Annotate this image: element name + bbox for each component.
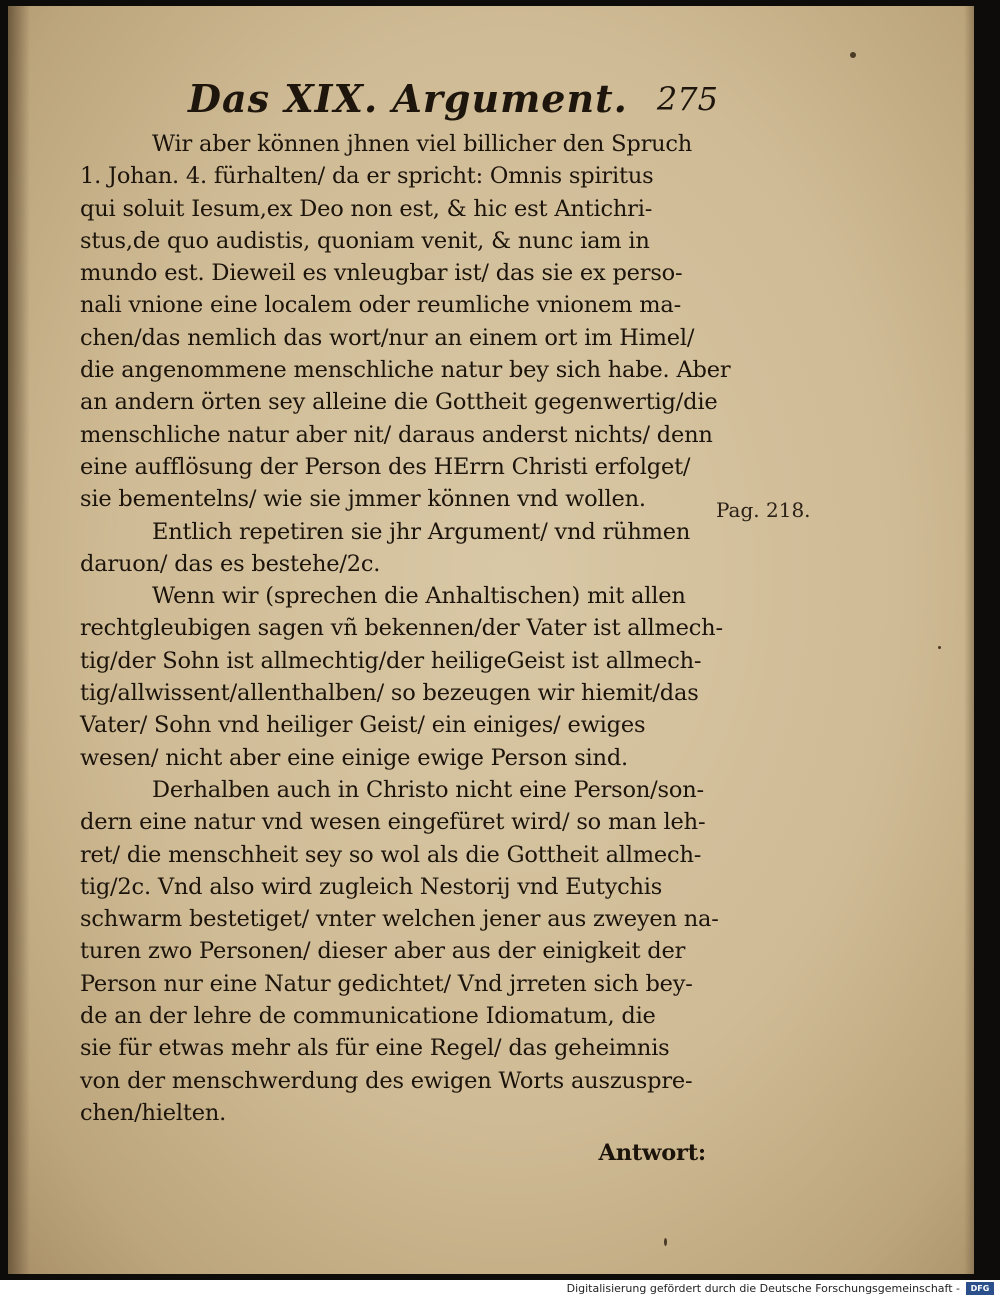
- text-line: Entlich repetiren sie jhr Argument/ vnd rühmen: [152, 518, 691, 545]
- digitization-footer: [0, 1280, 1000, 1298]
- text-line: sie bementelns/ wie sie jmmer können vnd wollen.: [80, 486, 646, 513]
- text-line: von der menschwerdung des ewigen Worts auszuspre-: [80, 1067, 693, 1094]
- text-line: schwarm bestetiget/ vnter welchen jener aus zweyen na-: [80, 906, 719, 933]
- text-line: Derhalben auch in Christo nicht eine Person/son-: [152, 776, 704, 803]
- text-line: turen zwo Personen/ dieser aber aus der einigkeit der: [80, 938, 686, 965]
- ink-speck: [938, 646, 941, 649]
- page-edge: [964, 6, 974, 1274]
- text-line: tig/allwissent/allenthalben/ so bezeugen wir hiemit/das: [80, 680, 699, 707]
- text-line: rechtgleubigen sagen vñ bekennen/der Vater ist allmech-: [80, 615, 723, 642]
- text-line: eine aufflösung der Person des HErrn Christi erfolget/: [80, 453, 691, 480]
- text-line: 1. Johan. 4. fürhalten/ da er spricht: Omnis spiritus: [80, 163, 654, 190]
- text-line: dern eine natur vnd wesen eingefüret wird/ so man leh-: [80, 809, 706, 836]
- text-line: chen/hielten.: [80, 1099, 227, 1126]
- text-line: tig/der Sohn ist allmechtig/der heiligeGeist ist allmech-: [80, 647, 702, 674]
- text-line: sie für etwas mehr als für eine Regel/ das geheimnis: [80, 1035, 670, 1062]
- text-line: mundo est. Dieweil es vnleugbar ist/ das sie ex perso-: [80, 260, 683, 287]
- ink-speck: [850, 52, 856, 58]
- text-line: menschliche natur aber nit/ daraus anderst nichts/ denn: [80, 421, 713, 448]
- text-line: die angenommene menschliche natur bey sich habe. Aber: [80, 357, 731, 384]
- body-text: [80, 128, 731, 1170]
- text-line: daruon/ das es bestehe/2c.: [80, 550, 381, 577]
- text-line: qui soluit Iesum,ex Deo non est, & hic est Antichri-: [80, 195, 653, 222]
- running-title: Das XIX. Argument.: [188, 76, 628, 121]
- text-line: tig/2c. Vnd also wird zugleich Nestorij vnd Eutychis: [80, 873, 663, 900]
- funding-credit: Digitalisierung gefördert durch die Deutsche Forschungsgemeinschaft -: [566, 1282, 960, 1295]
- text-line: nali vnione eine localem oder reumliche vnionem ma-: [80, 292, 681, 319]
- text-line: de an der lehre de communicatione Idiomatum, die: [80, 1003, 656, 1030]
- ink-speck: [664, 1238, 667, 1246]
- text-line: an andern örten sey alleine die Gottheit gegenwertig/die: [80, 389, 718, 416]
- text-line: Person nur eine Natur gedichtet/ Vnd jrreten sich bey-: [80, 970, 693, 997]
- book-page: [8, 6, 974, 1274]
- gutter-shadow: [8, 6, 30, 1274]
- running-head: [178, 76, 718, 124]
- dfg-logo: DFG: [966, 1282, 994, 1295]
- catchword: Antwort:: [598, 1140, 706, 1167]
- text-line: ret/ die menschheit sey so wol als die Gottheit allmech-: [80, 841, 702, 868]
- page-number: 275: [656, 80, 718, 118]
- text-line: Wir aber können jhnen viel billicher den Spruch: [152, 131, 693, 157]
- text-line: Vater/ Sohn vnd heiliger Geist/ ein einiges/ ewiges: [80, 712, 646, 739]
- text-line: stus,de quo audistis, quoniam venit, & nunc iam in: [80, 227, 650, 254]
- margin-note: Pag. 218.: [716, 498, 811, 522]
- text-line: wesen/ nicht aber eine einige ewige Person sind.: [80, 744, 628, 771]
- text-line: Wenn wir (sprechen die Anhaltischen) mit allen: [152, 583, 686, 610]
- text-line: chen/das nemlich das wort/nur an einem ort im Himel/: [80, 324, 695, 351]
